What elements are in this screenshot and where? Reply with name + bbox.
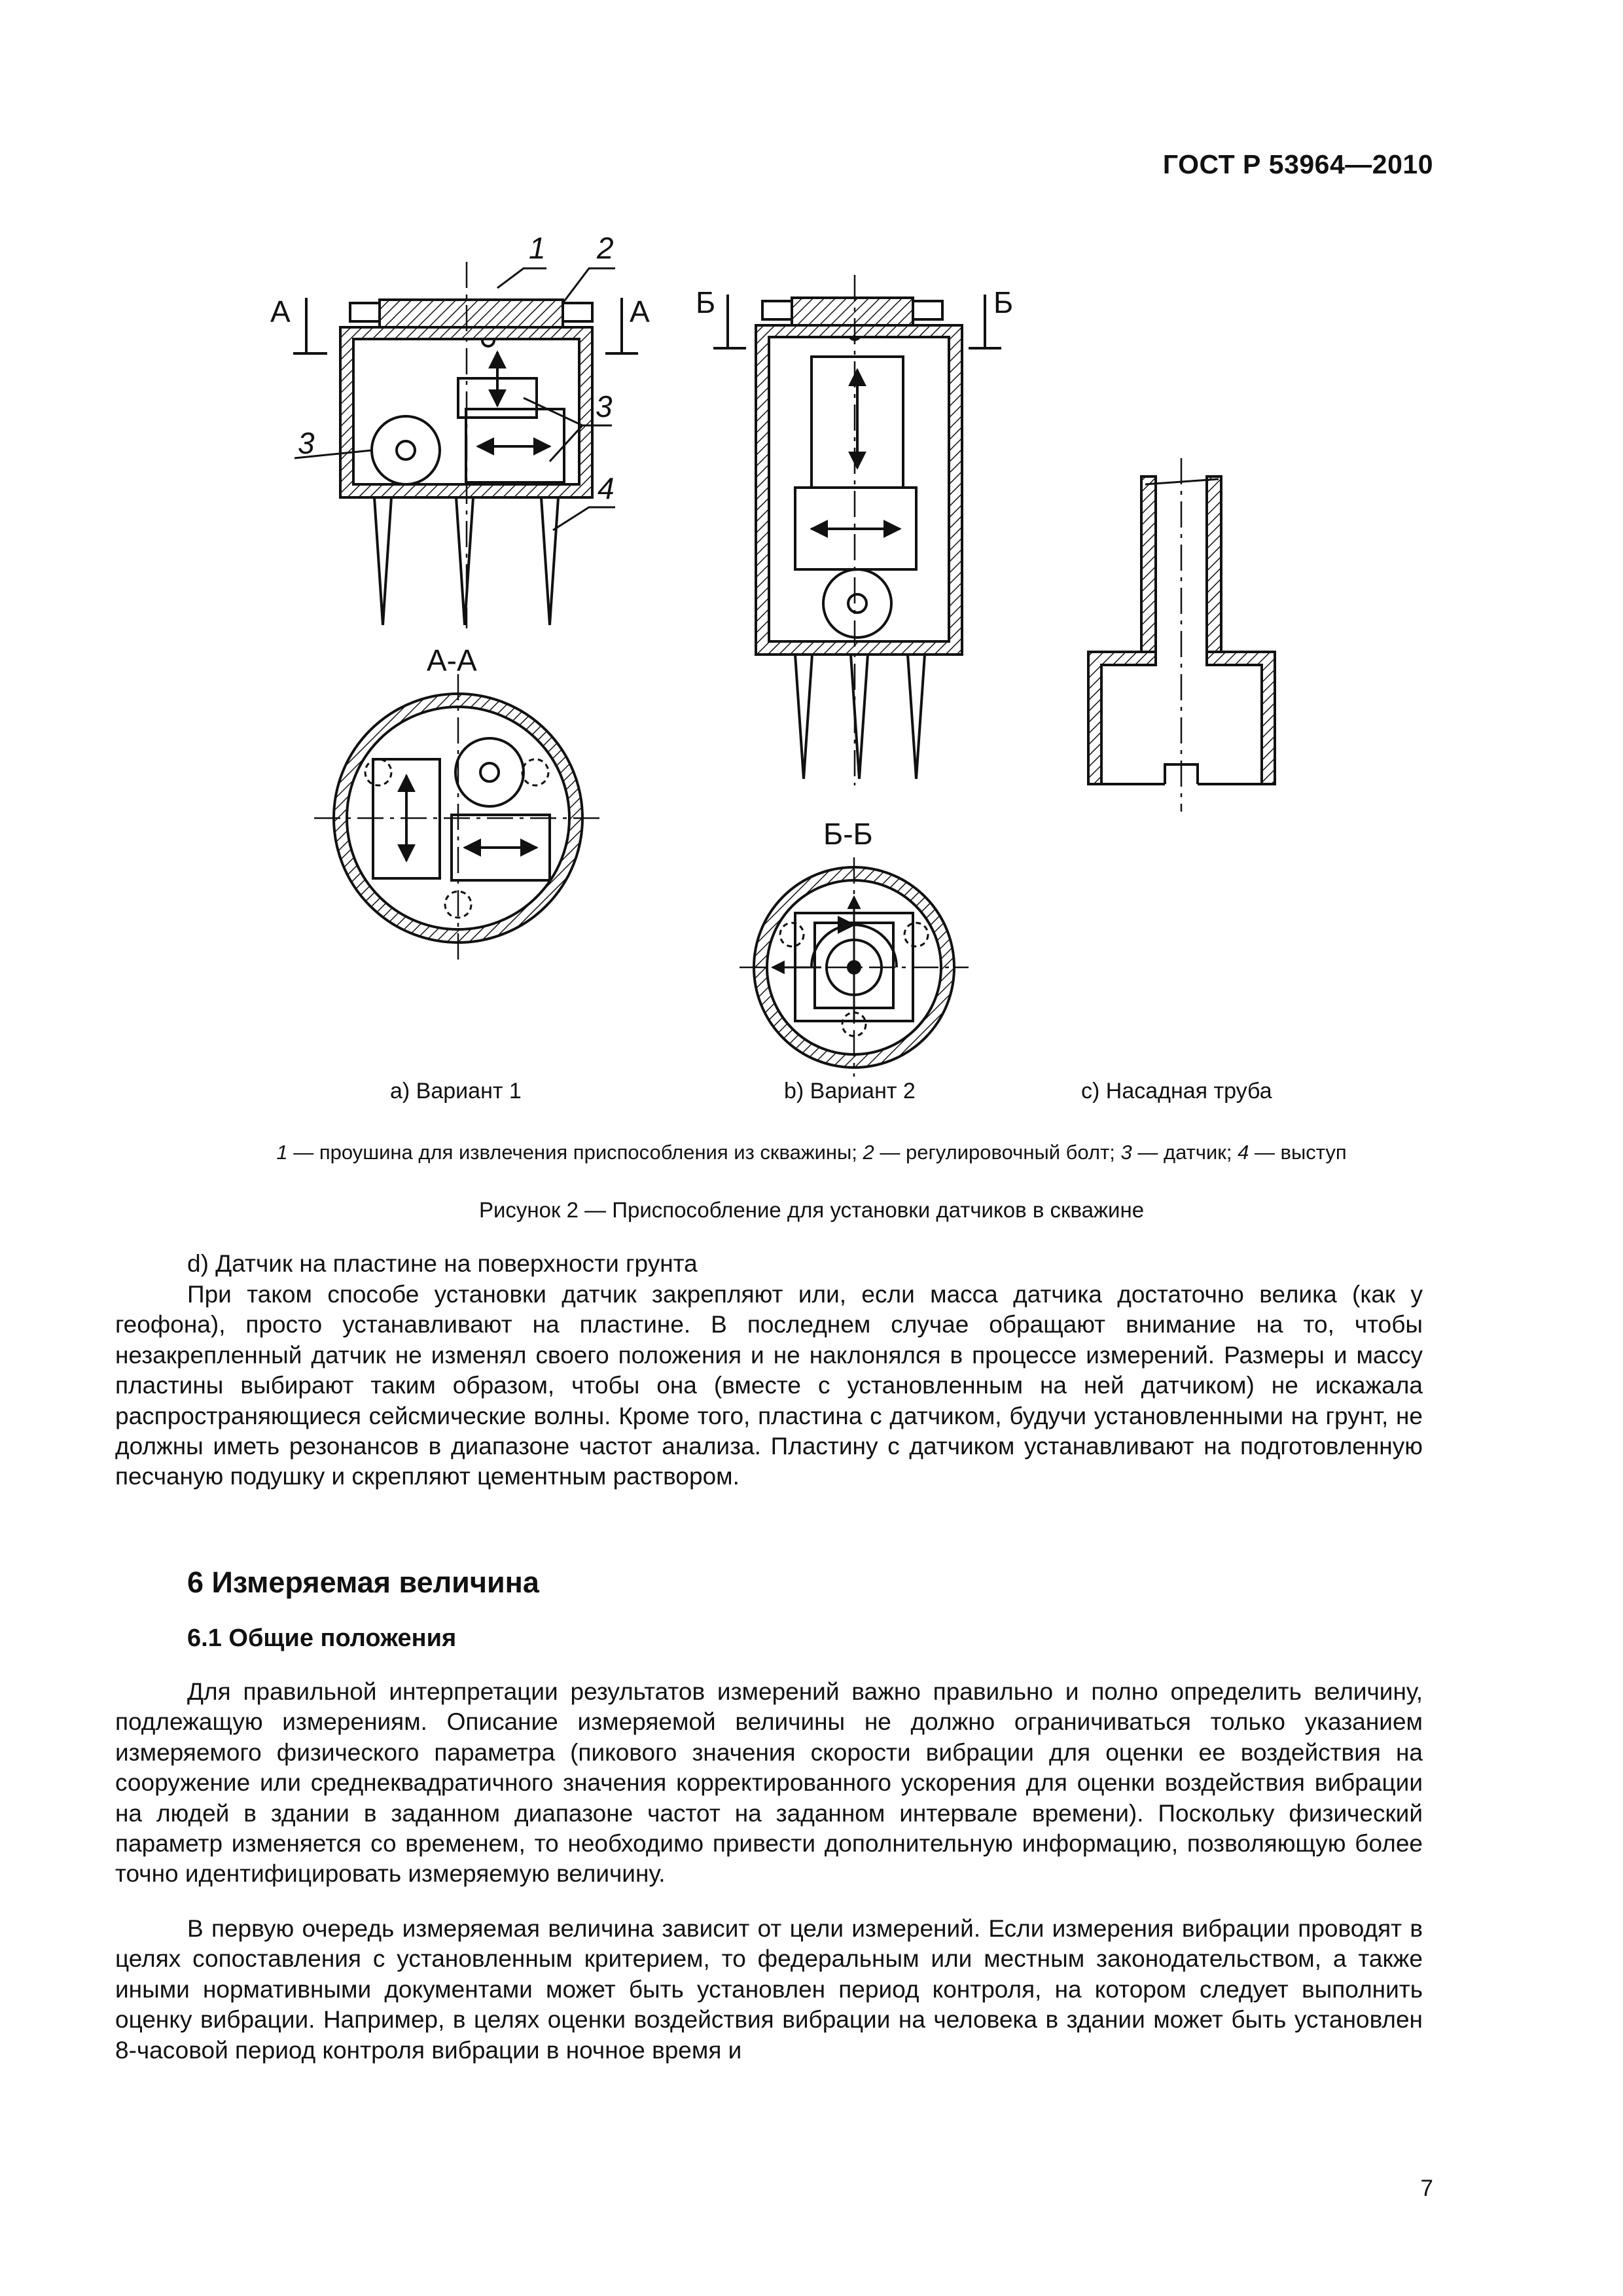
spike <box>541 497 558 625</box>
caption-mounting-tube: с) Насадная труба <box>1081 1079 1272 1103</box>
section-mark-b-right: Б <box>993 285 1014 319</box>
mounting-tube-view <box>1088 458 1275 812</box>
view-label-bb: Б-Б <box>823 817 873 851</box>
section-aa-view <box>314 674 602 962</box>
figure-title: Рисунок 2 — Приспособление для установки датчиков в скважине <box>478 1198 1145 1222</box>
page-number: 7 <box>1420 2176 1433 2201</box>
spike <box>456 497 473 625</box>
view-label-aa: А-А <box>427 643 477 677</box>
figure-legend: 1 — проушина для извлечения приспособления из скважины; 2 — регулировочный болт; 3 — датчик; 4 — выступ <box>276 1141 1347 1164</box>
section-heading-6-1: 6.1 Общие положения <box>187 1624 457 1652</box>
section-mark-a-left: А <box>270 295 291 329</box>
label-1: 1 <box>529 231 546 265</box>
housing-wall-2 <box>756 325 962 655</box>
label-4: 4 <box>597 471 615 505</box>
section-mark-a-right: А <box>630 295 650 329</box>
label-3-left: 3 <box>298 426 315 460</box>
label-3-right: 3 <box>596 389 613 423</box>
section-heading-6: 6 Измеряемая величина <box>187 1566 539 1599</box>
paragraph-general-2: В первую очередь измеряемая величина зависит от цели измерений. Если измерения вибрации проводят в целях сопоставления с установленным критерием, то федеральным или местным законодательством, а также иными нормативными документами может быть установлен период контроля, на котором следует выполнить оценку вибрации. Например, в целях оценки воздействия вибрации на человека в здании может быть установлен 8-часовой период контроля вибрации в ночное время и <box>115 1915 1423 2064</box>
variant1-side-view <box>293 262 638 628</box>
top-plate <box>380 300 563 327</box>
standard-header: ГОСТ Р 53964—2010 <box>1162 149 1433 179</box>
spike <box>374 497 391 625</box>
list-item-d: d) Датчик на пластине на поверхности грунта <box>187 1250 698 1277</box>
paragraph-plate-sensor: При таком способе установки датчик закрепляют или, если масса датчика достаточно велика (как у геофона), просто устанавливают на пластине. В последнем случае обращают внимание на то, чтобы незакрепленный датчик не изменял своего положения и не наклонялся в процессе измерений. Размеры и массу пластины выбирают таким образом, чтобы она (вместе с установленным на ней датчиком) не искажала распространяющиеся сейсмические волны. Кроме того, пластина с датчиком, будучи установленными на грунт, не должны иметь резонансов в диапазоне частот анализа. Пластину с датчиком устанавливают на подготовленную песчаную подушку и скрепляют цементным раствором. <box>115 1281 1423 1490</box>
paragraph-general-1: Для правильной интерпретации результатов измерений важно правильно и полно определить величину, подлежащую измерениям. Описание измеряемой величины не должно ограничиваться только указанием измеряемого физического параметра (пикового значения скорости вибрации для оценки ее воздействия на сооружение или среднеквадратичного значения корректированного ускорения для оценки воздействия вибрации на людей в здании в заданном диапазоне частот на заданном интервале времени). Поскольку физический параметр изменяется со временем, то необходимо привести дополнительную информацию, позволяющую более точно идентифицировать измеряемую величину. <box>115 1678 1423 1888</box>
sensor-circle <box>372 416 440 484</box>
section-bb-view <box>740 857 969 1077</box>
variant2-side-view <box>713 275 1001 785</box>
adjusting-bolt-right <box>563 303 592 321</box>
figure-drawing <box>0 0 1623 1126</box>
caption-variant-1: а) Вариант 1 <box>390 1079 522 1103</box>
caption-variant-2: b) Вариант 2 <box>784 1079 916 1103</box>
adjusting-bolt-left <box>350 303 380 321</box>
label-2: 2 <box>597 231 614 265</box>
section-mark-b-left: Б <box>696 285 716 319</box>
